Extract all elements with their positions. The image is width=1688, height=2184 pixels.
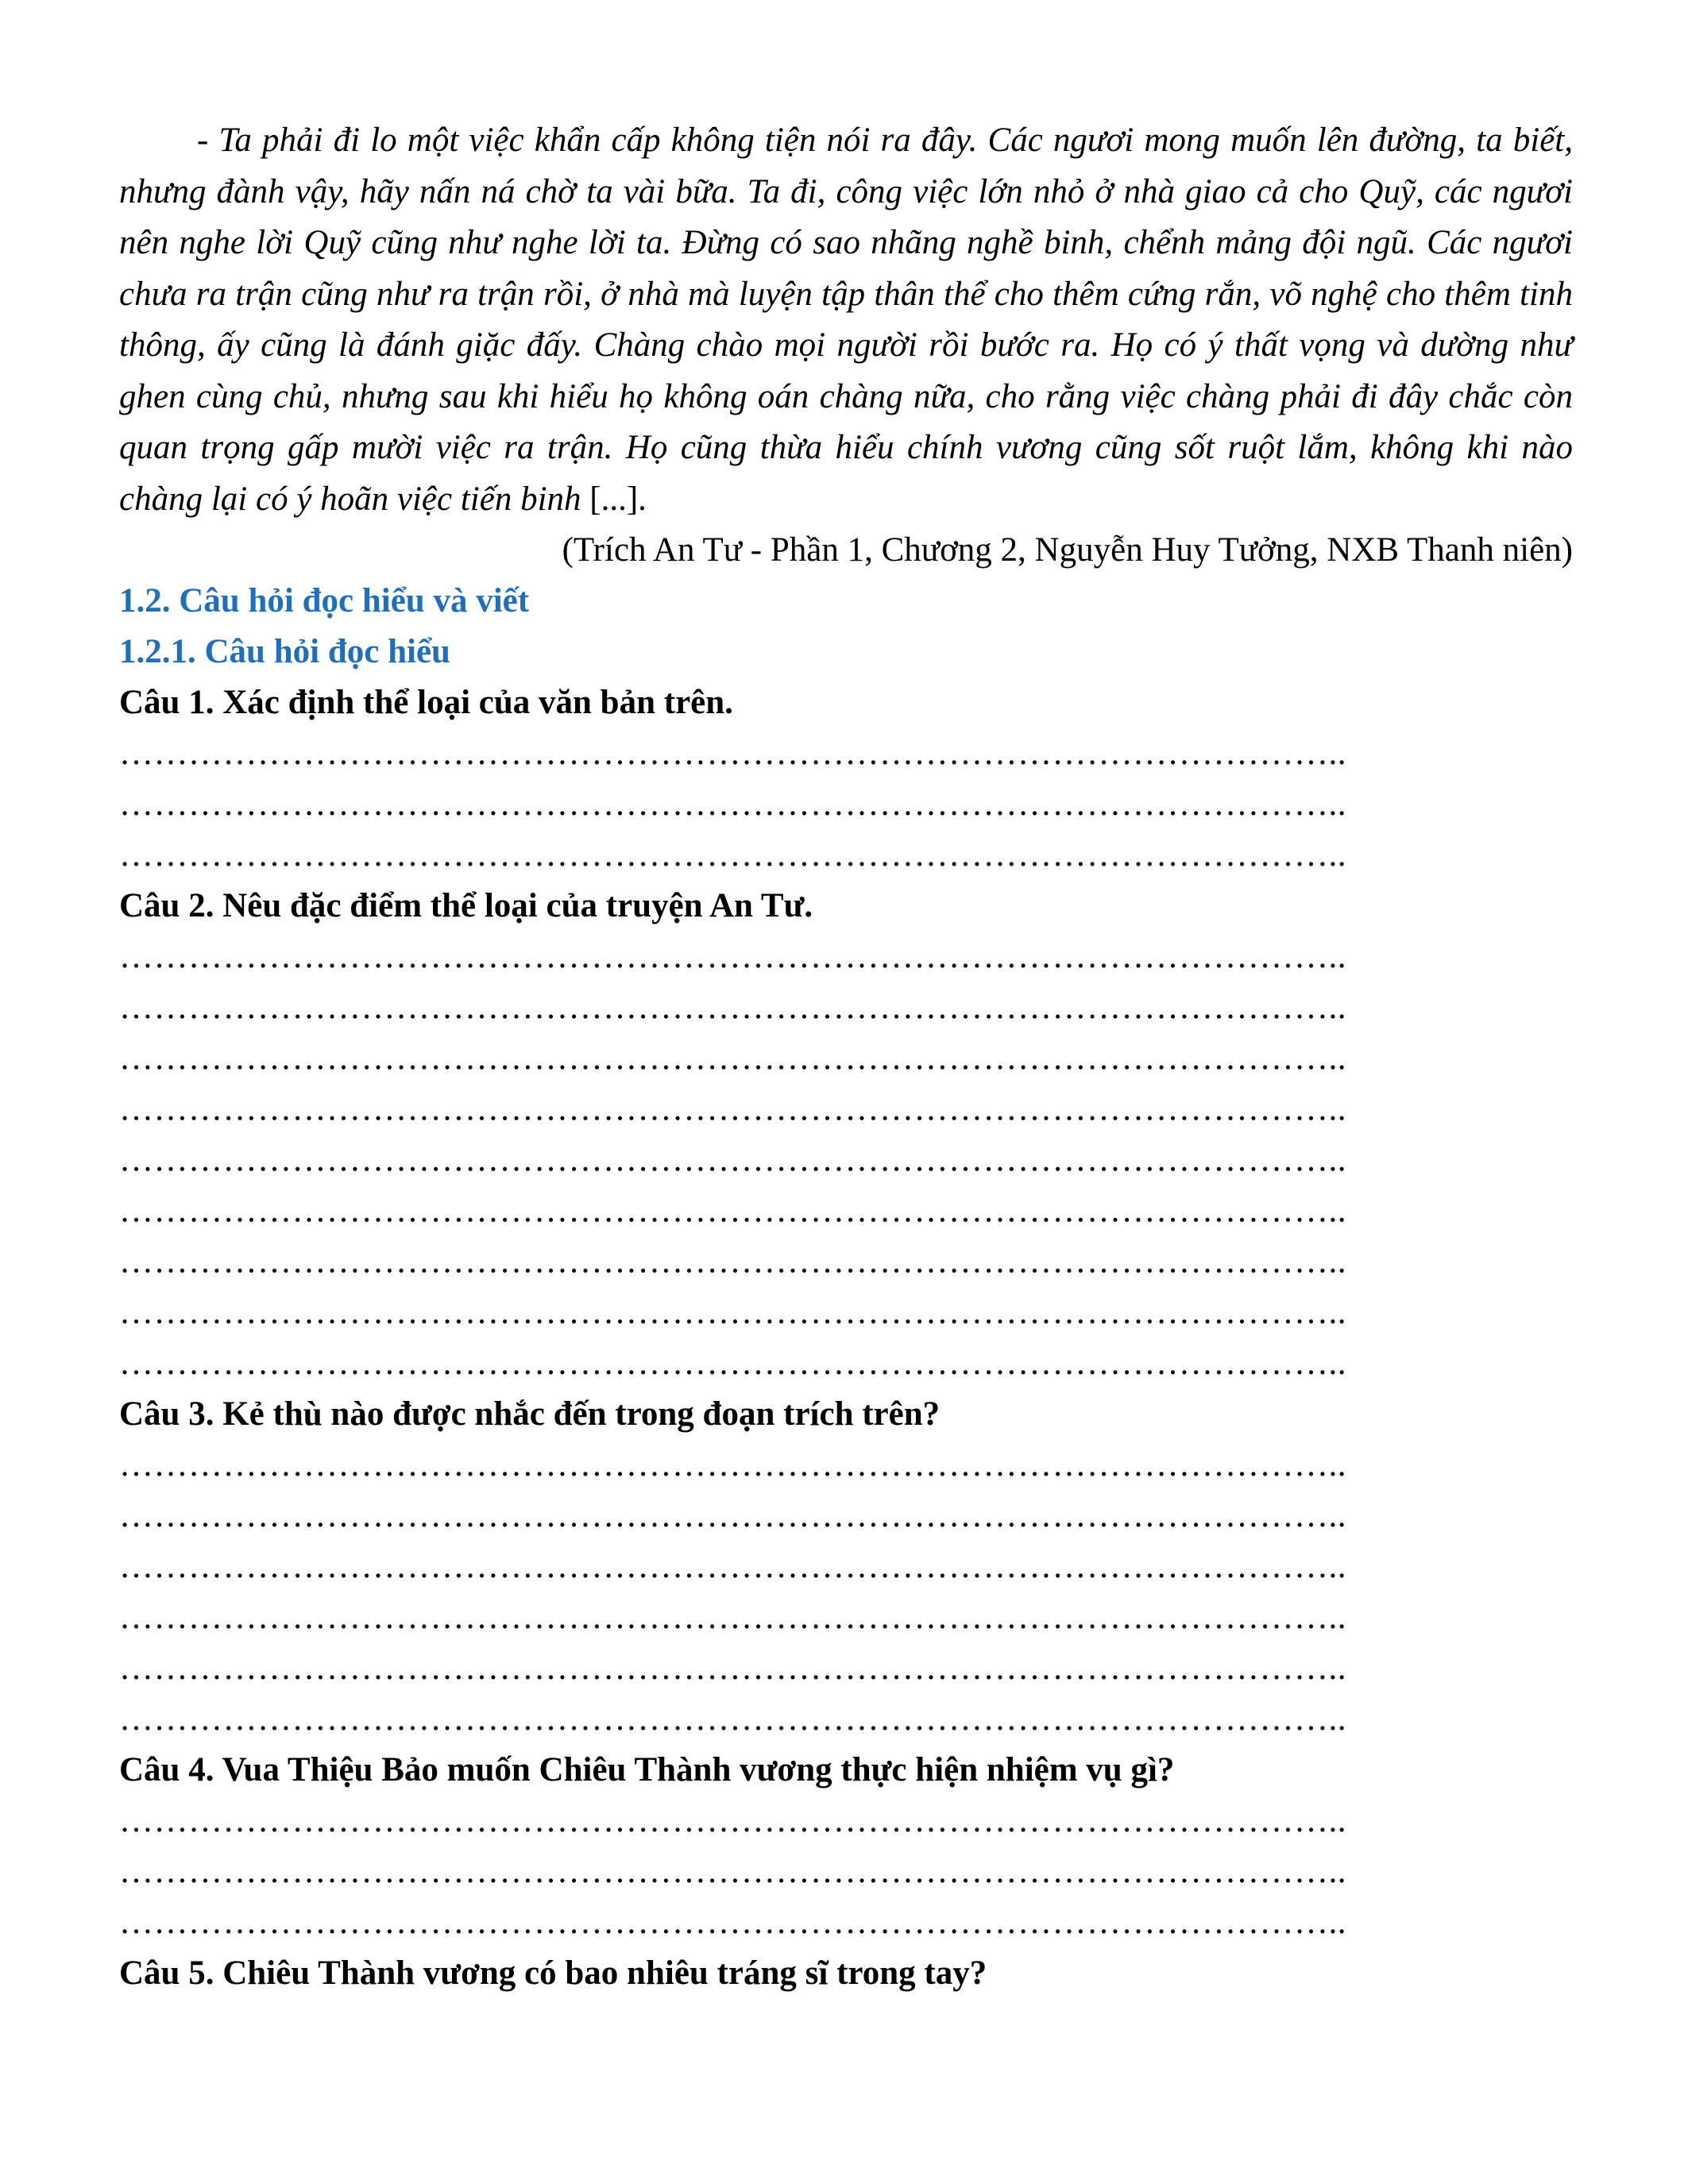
answer-line: ……………………………………………………………………………………………..: [119, 1141, 1346, 1179]
answer-line: ……………………………………………………………………………………………..: [119, 836, 1346, 874]
answer-line: ……………………………………………………………………………………………..: [119, 1243, 1346, 1280]
answer-line: ……………………………………………………………………………………………..: [119, 785, 1346, 823]
answer-line: ……………………………………………………………………………………………..: [119, 1446, 1346, 1484]
answer-line: ……………………………………………………………………………………………..: [119, 1802, 1346, 1839]
excerpt-citation: (Trích An Tư - Phần 1, Chương 2, Nguyễn Huy Tưởng, NXB Thanh niên): [562, 531, 1573, 569]
answer-line: ……………………………………………………………………………………………..: [119, 1599, 1346, 1636]
question-2: Câu 2. Nêu đặc điểm thể loại của truyện An Tư.: [119, 887, 813, 924]
answer-line: ……………………………………………………………………………………………..: [119, 1904, 1346, 1941]
answer-line: ……………………………………………………………………………………………..: [119, 1192, 1346, 1229]
subsection-heading: 1.2.1. Câu hỏi đọc hiểu: [119, 633, 450, 670]
answer-line: ……………………………………………………………………………………………..: [119, 989, 1346, 1026]
answer-line: ……………………………………………………………………………………………..: [119, 1548, 1346, 1585]
answer-area-1[interactable]: [119, 728, 1573, 881]
answer-line: ……………………………………………………………………………………………..: [119, 1700, 1346, 1738]
answer-area-2[interactable]: [119, 932, 1573, 1389]
excerpt-paragraph: [119, 115, 1573, 525]
answer-line: ……………………………………………………………………………………………..: [119, 1294, 1346, 1331]
answer-line: ……………………………………………………………………………………………..: [119, 1650, 1346, 1687]
answer-line: ……………………………………………………………………………………………..: [119, 1853, 1346, 1890]
excerpt-text: - Ta phải đi lo một việc khẩn cấp không tiện nói ra đây. Các ngươi mong muốn lên đường, ta biết, nhưng đành vậy, hãy nấn ná chờ ta vài bữa. Ta đi, công việc lớn nhỏ ở nhà giao cả cho Quỹ, các ngươi nên nghe lời Quỹ cũng như nghe lời ta. Đừng có sao nhãng nghề binh, chểnh mảng đội ngũ. Các ngươi chưa ra trận cũng như ra trận rồi, ở nhà mà luyện tập thân thể cho thêm cứng rắn, võ nghệ cho thêm tinh thông, ấy cũng là đánh giặc đấy. Chàng chào mọi người rồi bước ra. Họ có ý thất vọng và dường như ghen cùng chủ, nhưng sau khi hiểu họ không oán chàng nữa, cho rằng việc chàng phải đi đây chắc còn quan trọng gấp mười việc ra trận. Họ cũng thừa hiểu chính vương cũng sốt ruột lắm, không khi nào chàng lại có ý hoãn việc tiến binh: [119, 122, 1573, 518]
question-3: Câu 3. Kẻ thù nào được nhắc đến trong đoạn trích trên?: [119, 1395, 941, 1433]
question-5: Câu 5. Chiêu Thành vương có bao nhiêu tráng sĩ trong tay?: [119, 1954, 987, 1992]
document-page: [119, 115, 1573, 1999]
answer-area-3[interactable]: [119, 1440, 1573, 1745]
answer-line: ……………………………………………………………………………………………..: [119, 1497, 1346, 1534]
answer-line: ……………………………………………………………………………………………..: [119, 1040, 1346, 1077]
question-4: Câu 4. Vua Thiệu Bảo muốn Chiêu Thành vương thực hiện nhiệm vụ gì?: [119, 1751, 1175, 1788]
question-1: Câu 1. Xác định thể loại của văn bản trên.: [119, 684, 733, 721]
answer-area-4[interactable]: [119, 1796, 1573, 1948]
section-heading: 1.2. Câu hỏi đọc hiểu và viết: [119, 582, 530, 619]
answer-line: ……………………………………………………………………………………………..: [119, 938, 1346, 975]
answer-line: ……………………………………………………………………………………………..: [119, 1090, 1346, 1128]
excerpt-ellipsis: [...].: [589, 480, 647, 518]
answer-line: ……………………………………………………………………………………………..: [119, 1345, 1346, 1382]
answer-line: ……………………………………………………………………………………………..: [119, 735, 1346, 772]
